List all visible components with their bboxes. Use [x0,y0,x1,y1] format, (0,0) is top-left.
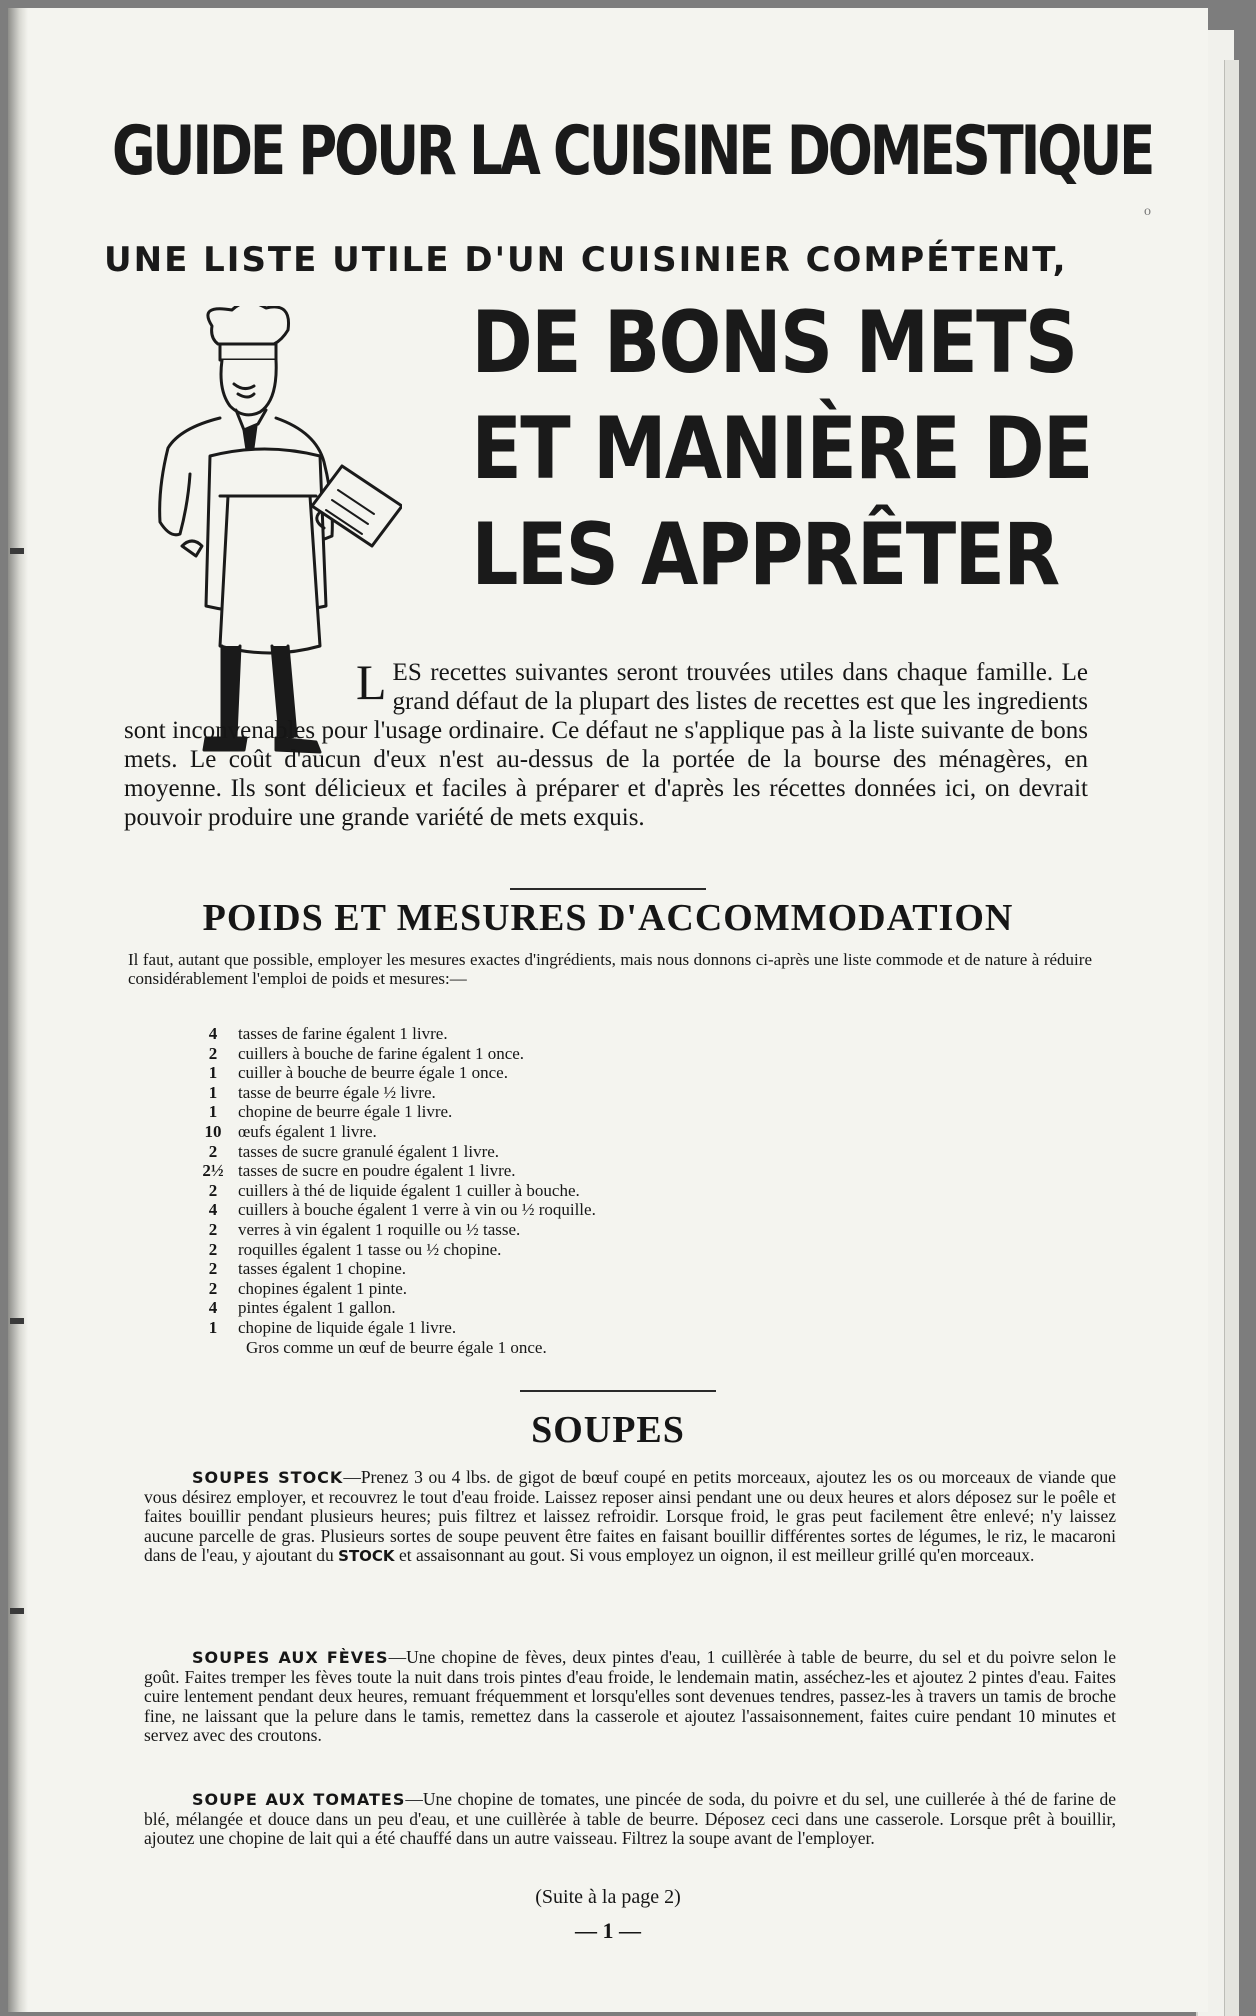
measure-row: 1 tasse de beurre égale ½ livre. [208,1082,436,1102]
soup-beans-paragraph: SOUPES AUX FÈVES—Une chopine de fèves, deux pintes d'eau, 1 cuillèrée à table de beurre, du sel et du poivre selon le goût. Faites tremper les fèves toute la nuit dans trois pintes d'eau froide, le lendemain matin, asséchez-les et ajoutez 2 pintes d'eau. Faites cuire lentement pendant deux heures, remuant fréquemment et lorsqu'elles sont devenues tendres, passez-les à travers un tamis de broche fine, ne laissant que la pelure dans le tamis, remettez dans la casserole et ajoutez l'assaisonnement, faites cuire pendant 10 minutes et servez avec des croutons. [144,1647,1117,1746]
intro-paragraph [124,654,1089,832]
measure-row: 1 cuiller à bouche de beurre égale 1 once. [208,1063,508,1083]
measure-extra: Gros comme un œuf de beurre égale 1 once. [246,1337,547,1357]
measure-row: 2½ tasses de sucre en poudre égalent 1 livre. [202,1161,516,1181]
measure-row: 4 cuillers à bouche égalent 1 verre à vin ou ½ roquille. [208,1200,596,1220]
main-title [428,290,1092,608]
headline: GUIDE POUR LA CUISINE DOMESTIQUE [112,112,1153,191]
drop-cap: L [356,654,387,710]
measure-row: 2 cuillers à thé de liquide égalent 1 cuiller à bouche. [208,1180,580,1200]
measure-row: 1 chopine de beurre égale 1 livre. [208,1102,453,1122]
measure-row: 2 cuillers à bouche de farine égalent 1 once. [208,1043,525,1063]
measure-row: 2 tasses de sucre granulé égalent 1 livre. [208,1141,500,1161]
divider [520,1390,716,1392]
weights-intro: Il faut, autant que possible, employer les mesures exactes d'ingrédients, mais nous donnons ci-après une liste commode et de nature à réduire considérablement l'emploi de poids et mesures:— [128,950,1092,988]
continued-note: (Suite à la page 2) [535,1886,681,1908]
measure-row: 10 œufs égalent 1 livre. [204,1121,377,1141]
page-edge-back [1224,60,1239,2016]
measure-row: 2 roquilles égalent 1 tasse ou ½ chopine. [208,1239,502,1259]
measure-row: 2 chopines égalent 1 pinte. [208,1278,408,1298]
stock-term: STOCK [338,1547,395,1566]
intro-rest: pas à la liste suivante de bons mets. Le coût d'aucun d'eux n'est au-dessus de la portée de la bourse des ménagères, en moyenne. Ils sont délicieux et faciles à préparer et d'après les récettes données ici, on devrait pouvoir produire une grande variété de mets exquis. [124,717,1089,831]
measure-row: 4 pintes égalent 1 gallon. [208,1298,396,1318]
subheadline: UNE LISTE UTILE D'UN CUISINIER COMPÉTENT, [104,240,1068,280]
soups-title: SOUPES [531,1409,685,1451]
soup-name: SOUPES AUX FÈVES [192,1648,389,1667]
weights-title: POIDS ET MESURES D'ACCOMMODATION [202,897,1014,939]
soup-name: SOUPES STOCK [192,1468,344,1487]
title-line: ET MANIÈRE DE [471,399,1092,499]
soup-tomato-paragraph: SOUPE AUX TOMATES—Une chopine de tomates, une pincée de soda, du poivre et du sel, une cuillerée à thé de farine de blé, mélangée et douce dans un peu d'eau, et une cuillèrée à table de beurre. Déposez ceci dans une casserole. Lorsque prêt à bouillir, ajoutez une chopine de lait qui a été chauffé dans un autre vaisseau. Filtrez la soupe avant de l'employer. [144,1789,1116,1849]
measure-row: 1 chopine de liquide égale 1 livre. [208,1317,457,1337]
measure-row: 4 tasses de farine égalent 1 livre. [208,1024,448,1043]
measures-list [188,1024,888,1357]
binding-staple [10,1318,24,1324]
binding-staple [10,1608,24,1614]
title-line: DE BONS METS [471,293,1077,393]
binding-gutter [8,8,28,2012]
binding-staple [10,548,24,554]
measure-row: 2 verres à vin égalent 1 roquille ou ½ tasse. [208,1219,521,1239]
measure-row: 2 tasses égalent 1 chopine. [208,1259,407,1279]
intro-lead: ES recettes suivantes seront trouvées utiles dans chaque famille. Le grand défaut de la plupart des listes de recettes est que les ingredients sont inconvenables pour l'usage ordinaire. Ce défaut ne s'applique [124,659,1088,744]
soup-name: SOUPE AUX TOMATES [192,1790,406,1809]
soup-stock-paragraph: SOUPES STOCK—Prenez 3 ou 4 lbs. de gigot de bœuf coupé en petits morceaux, ajoutez les os ou morceaux de viande que vous désirez employer, et recouvrez le tout d'eau froide. Laissez reposer ainsi pendant une ou deux heures et alors déposez sur le poêle et faites bouillir pendant plusieurs heures; puis filtrez et laissez refroidir. Lorsque froid, le gras peut facilement être enlevé; n'y laissez aucune parcelle de gras. Plusieurs sortes de soupe peuvent être faites en faisant bouillir différentes sortes de légumes, le riz, le macaroni dans de l'eau, y ajoutant du STOCK et assaisonnant au gout. Si vous employez un oignon, il est meilleur grillé qu'en morceaux. [144,1467,1116,1566]
page-number: — 1 — [575,1918,641,1943]
ink-speck: o [1144,204,1151,219]
title-line: LES APPRÊTER [471,505,1059,605]
divider [510,888,706,890]
document-page [8,8,1208,2012]
